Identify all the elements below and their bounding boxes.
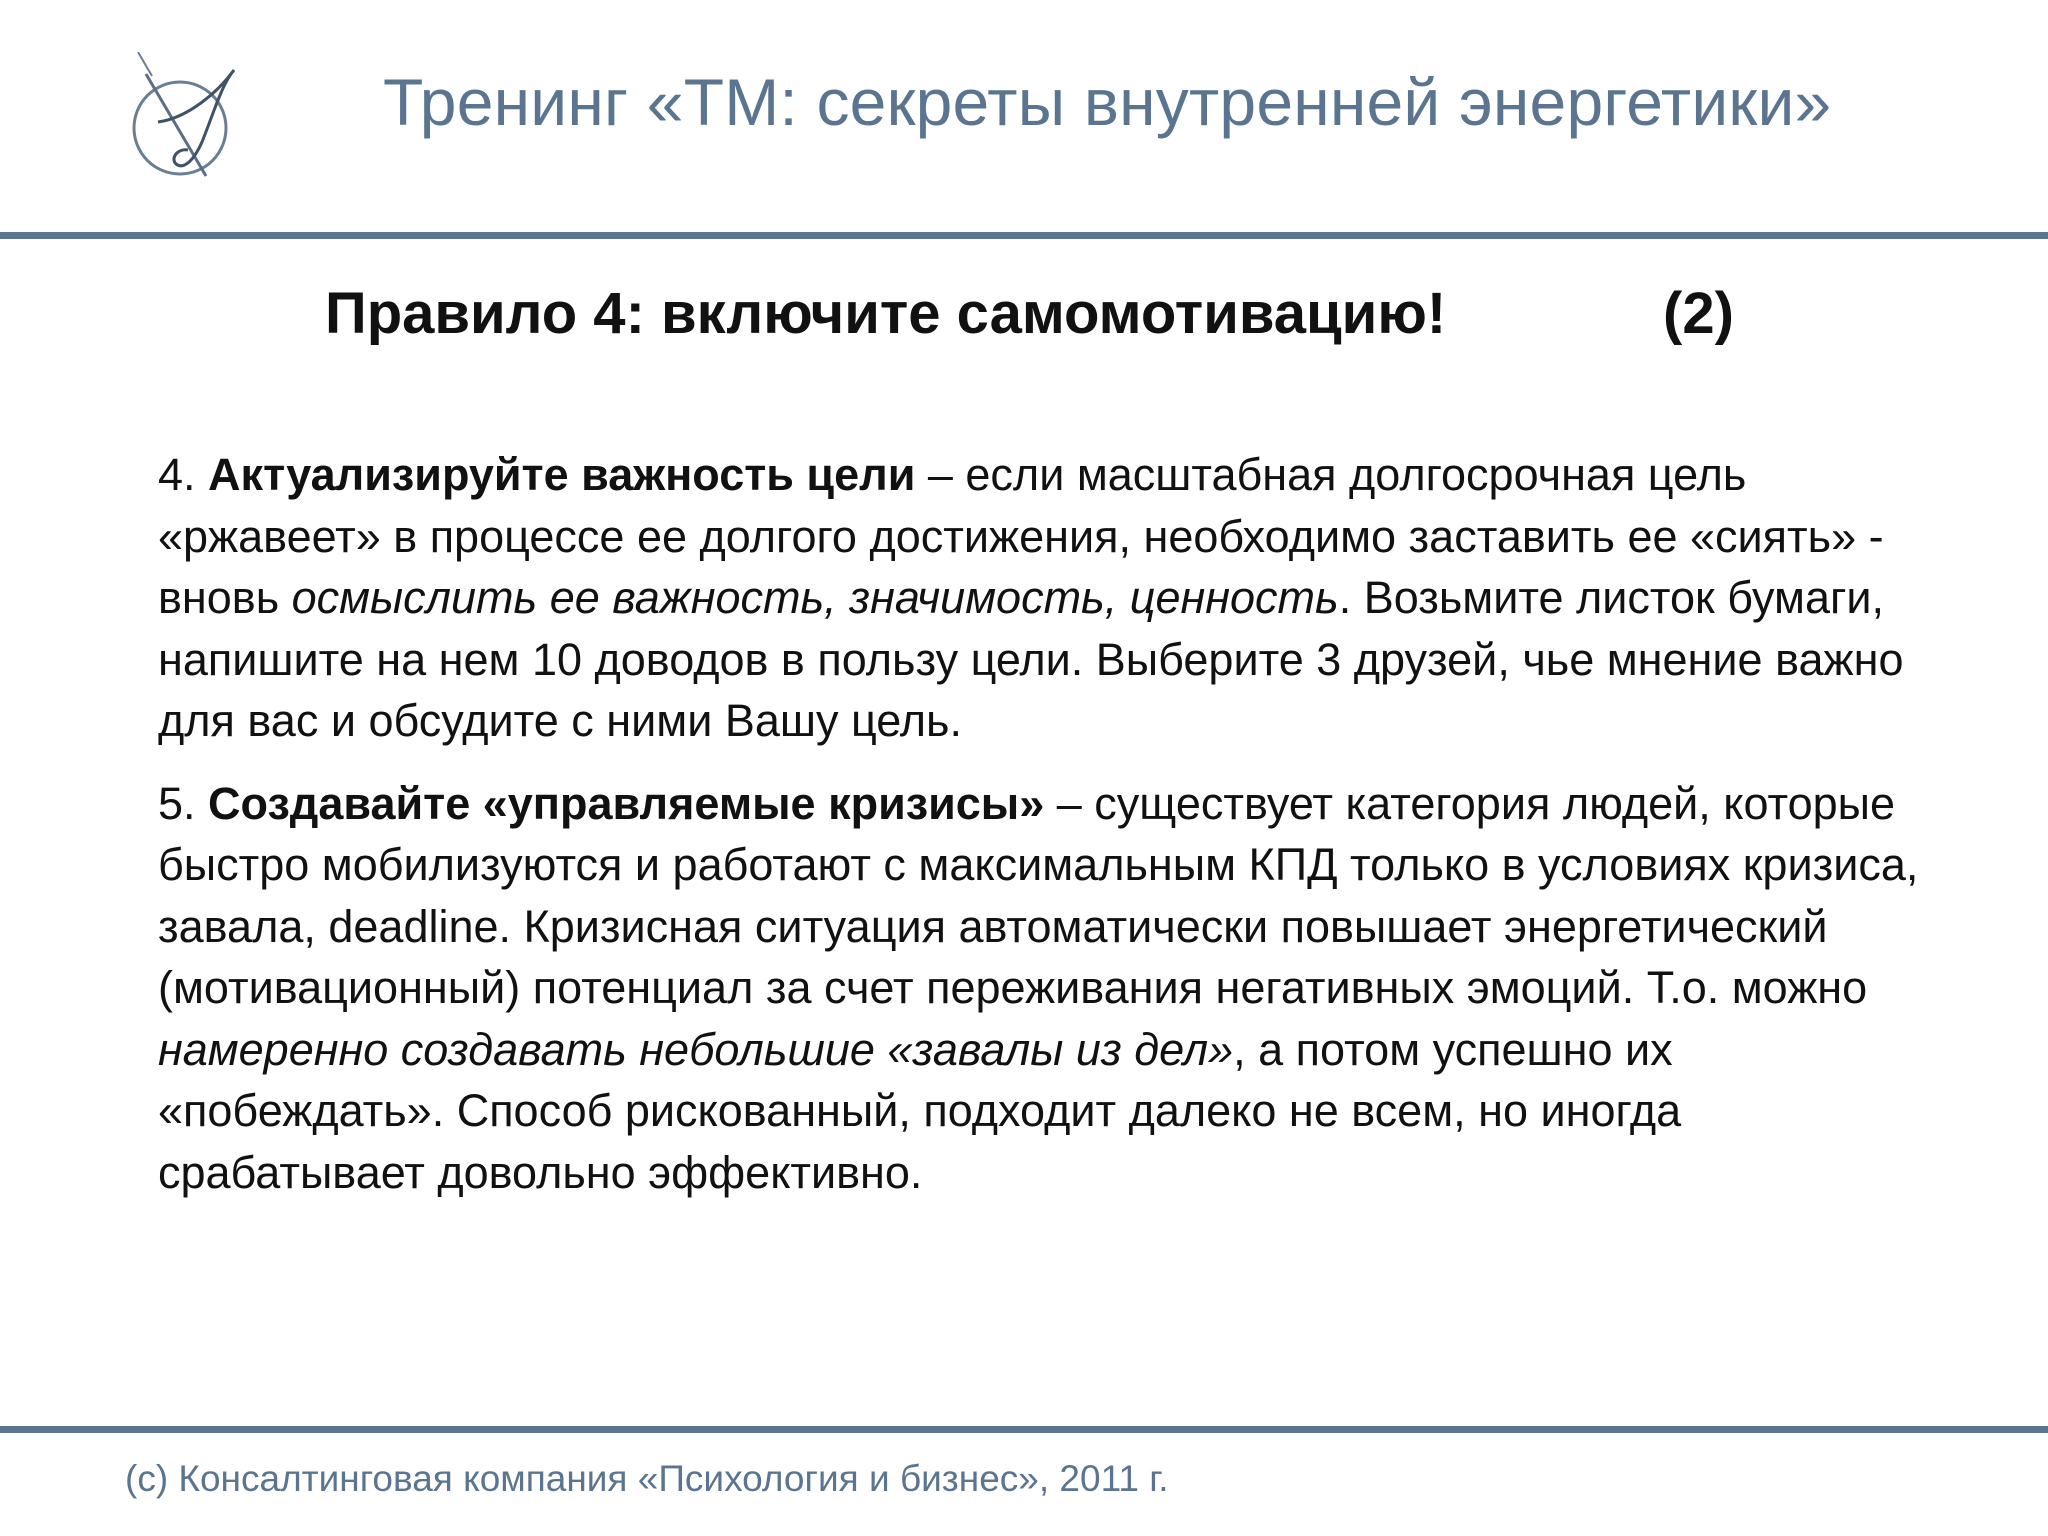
top-divider	[0, 232, 2048, 239]
company-logo-icon	[118, 52, 258, 186]
paragraph-text: – существует категория людей, которые быстро мобилизуются и работают с максимальным КПД только в условиях кризиса, завала, deadline. Кризисная ситуация автоматически повышает энергетический (мотивационный) потенциал за счет переживания негативных эмоций. Т.о. можно	[158, 777, 1919, 1013]
header-title: Тренинг «ТМ: секреты внутренней энергетики»	[383, 65, 1832, 139]
paragraph-emphasis: намеренно создавать небольшие «завалы из дел»	[158, 1023, 1234, 1075]
slide-number: (2)	[1663, 281, 1734, 346]
paragraph-heading: Актуализируйте важность цели	[208, 449, 916, 500]
slide-header	[0, 0, 2048, 236]
paragraph-emphasis: осмыслить ее важность, значимость, ценность	[291, 572, 1339, 623]
paragraph-5	[158, 773, 1928, 1204]
slide-body	[158, 444, 1928, 1203]
paragraph-text: , а потом успешно их «побеждать». Способ рискованный, подходит далеко не всем, но иногда срабатывает довольно эффективно.	[158, 1023, 1682, 1198]
bottom-divider	[0, 1426, 2048, 1433]
paragraph-heading: Создавайте «управляемые кризисы»	[208, 777, 1045, 829]
paragraph-4	[158, 444, 1928, 752]
slide-title: Правило 4: включите самомотивацию!	[325, 281, 1447, 346]
paragraph-number: 5.	[158, 777, 209, 829]
paragraph-text: – если масштабная долгосрочная цель «ржавеет» в процессе ее долгого достижения, необходимо заставить ее «сиять» - вновь	[158, 449, 1884, 623]
paragraph-number: 4.	[158, 449, 209, 500]
footer-copyright: (c) Консалтинговая компания «Психология и бизнес», 2011 г.	[125, 1458, 1169, 1499]
paragraph-text: . Возьмите листок бумаги, напишите на нем 10 доводов в пользу цели. Выберите 3 друзей, чье мнение важно для вас и обсудите с ними Вашу цель.	[158, 572, 1904, 746]
